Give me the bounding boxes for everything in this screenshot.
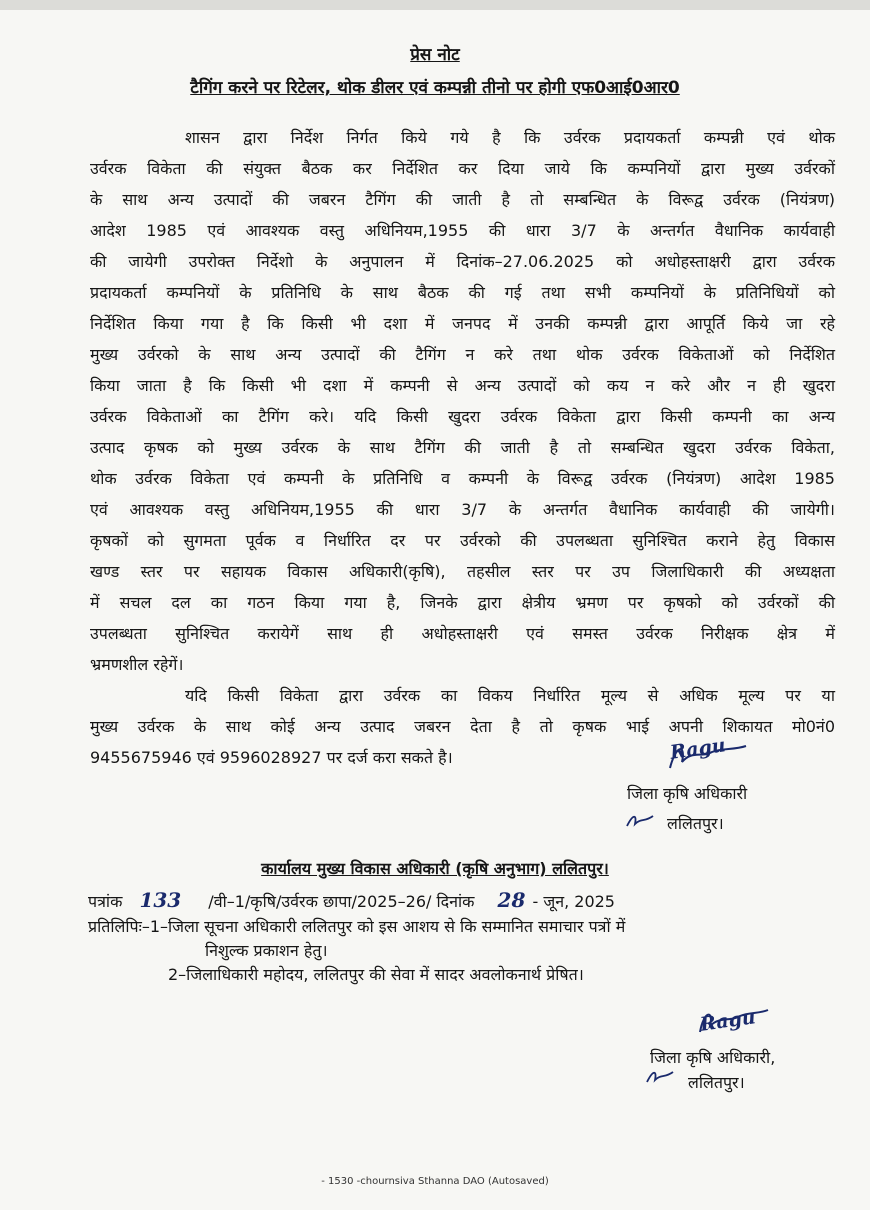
signature-1-mark [625,812,655,830]
signature-2: Ragu [698,1006,757,1036]
para1-line: एवं आवश्यक वस्तु अधिनियम,1955 की धारा 3/7 के अन्तर्गत वैधानिक कार्यवाही की जायेगी। [90,500,835,519]
reference-date-label: दिनांक [436,892,475,911]
para2-line: यदि किसी विकेता द्वारा उर्वरक का विकय निर्धारित मूल्य से अधिक मूल्य पर या [185,686,835,705]
para1-line: के साथ अन्य उत्पादों की जबरन टैगिंग की जाती है तो सम्बन्धित के विरूद्व उर्वरक (नियंत्रण) [90,190,835,209]
copy-to-line-1-cont: निशुल्क प्रकाशन हेतु। [205,941,328,960]
para1-line: थोक उर्वरक विकेता एवं कम्पनी के प्रतिनिधि व कम्पनी के विरूद्व उर्वरक (नियंत्रण) आदेश 1985 [90,469,835,488]
signature-1-flourish [662,740,752,780]
para2-line: 9455675946 एवं 9596028927 पर दर्ज करा सकते है। [90,748,453,767]
footer-text: - 1530 -chournsiva Sthanna DAO (Autosaved) [321,1176,549,1187]
para1-line: मुख्य उर्वरको के साथ अन्य उत्पादों की टैगिंग न करे तथा थोक उर्वरक विकेताओं को निर्देशित [90,345,835,364]
page-top-edge [0,0,870,10]
para1-line: प्रदायकर्ता कम्पनियों के प्रतिनिधि के साथ बैठक की गई तथा सभी कम्पनियों के प्रतिनिधियों को [90,283,835,302]
para1-line: खण्ड स्तर पर सहायक विकास अधिकारी(कृषि), तहसील स्तर पर उप जिलाधिकारी की अध्यक्षता [90,562,835,581]
signature-1-place: ललितपुर। [667,814,724,833]
para1-line: भ्रमणशील रहेगें। [90,655,184,674]
signature-2-place: ललितपुर। [688,1073,745,1092]
para1-line: किया जाता है कि किसी भी दशा में कम्पनी से अन्य उत्पादों को कय न करे और न ही खुदरा [90,376,835,395]
press-note-subtitle: टैगिंग करने पर रिटेलर, थोक डीलर एवं कम्पन्नी तीनो पर होगी एफ0आई0आर0 [190,78,680,98]
para1-line: शासन द्वारा निर्देश निर्गत किये गये है कि उर्वरक प्रदायकर्ता कम्पन्नी एवं थोक [185,128,835,147]
para2-line: मुख्य उर्वरक के साथ कोई अन्य उत्पाद जबरन देता है तो कृषक भाई अपनी शिकायत मो0नं0 [90,717,835,736]
reference-day: 28 [497,888,526,912]
para1-line: उत्पाद कृषक को मुख्य उर्वरक के साथ टैगिंग की जाती है तो सम्बन्धित खुदरा उर्वरक विकेता, [90,438,835,457]
para1-line: उर्वरक विकेताओं का टैगिंग करे। यदि किसी खुदरा उर्वरक विकेता द्वारा किसी कम्पनी का अन्य [90,407,835,426]
para1-line: में सचल दल का गठन किया गया है, जिनके द्वारा क्षेत्रीय भ्रमण पर कृषको को उर्वरकों की [90,593,835,612]
para1-line: निर्देशित किया गया है कि किसी भी दशा में जनपद में उनकी कम्पन्नी द्वारा आपूर्ति किये जा रहे [90,314,835,333]
copy-to-line-1: प्रतिलिपिः–1–जिला सूचना अधिकारी ललितपुर को इस आशय से कि सम्मानित समाचार पत्रों में [88,917,626,936]
reference-month-year: - जून, 2025 [532,892,615,911]
signature-1-title: जिला कृषि अधिकारी [627,784,748,803]
reference-line [88,888,615,912]
signature-2-flourish [692,1006,772,1042]
reference-label: पत्रांक [88,892,123,911]
para1-line: उर्वरक विकेता की संयुक्त बैठक कर निर्देशित कर दिया जाये कि कम्पनियों द्वारा मुख्य उर्वरकों [90,159,835,178]
reference-number: 133 [139,888,182,912]
reference-path: /वी–1/कृषि/उर्वरक छापा/2025–26/ [208,892,432,911]
para1-line: कृषकों को सुगमता पूर्वक व निर्धारित दर पर उर्वरको की उपलब्धता सुनिश्चित कराने हेतु विकास [90,531,835,550]
signature-1: Ragu [668,734,727,764]
signature-2-mark [645,1068,675,1086]
signature-2-title: जिला कृषि अधिकारी, [650,1048,776,1067]
press-note-title: प्रेस नोट [410,45,460,65]
copy-to-line-2: 2–जिलाधिकारी महोदय, ललितपुर की सेवा में सादर अवलोकनार्थ प्रेषित। [168,965,584,984]
para1-line: उपलब्धता सुनिश्चित करायेगें साथ ही अधोहस्ताक्षरी एवं समस्त उर्वरक निरीक्षक क्षेत्र में [90,624,835,643]
para1-line: आदेश 1985 एवं आवश्यक वस्तु अधिनियम,1955 की धारा 3/7 के अन्तर्गत वैधानिक कार्यवाही [90,221,835,240]
office-heading: कार्यालय मुख्य विकास अधिकारी (कृषि अनुभाग) ललितपुर। [261,859,609,878]
para1-line: की जायेगी उपरोक्त निर्देशो के अनुपालन में दिनांक–27.06.2025 को अधोहस्ताक्षरी द्वारा उर्वरक [90,252,835,271]
